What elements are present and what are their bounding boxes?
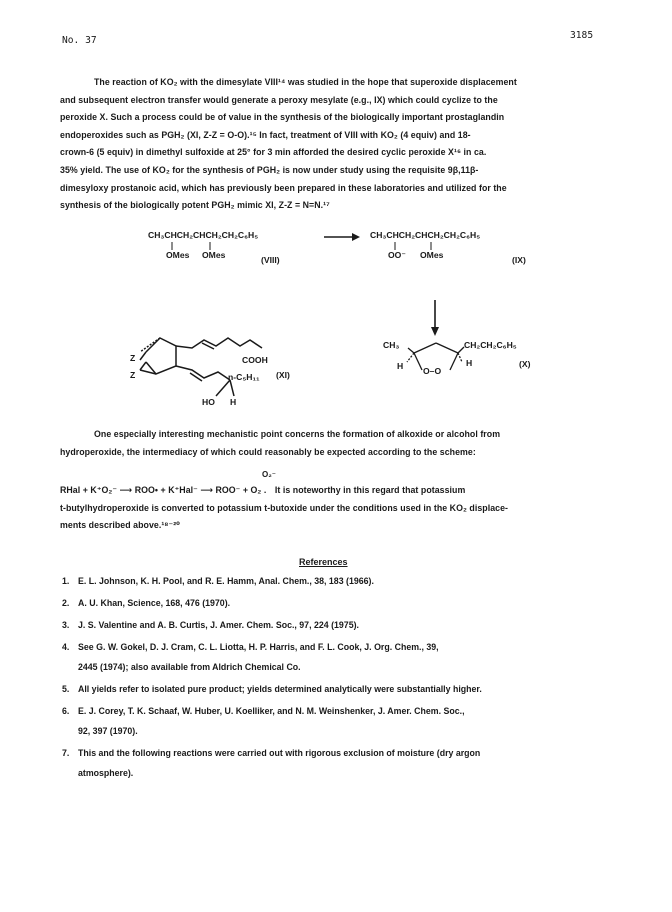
- para1-line: dimesyloxy prostanoic acid, which has previously been prepared in these laboratories and utilized for the: [60, 182, 507, 193]
- equation-trailing-text: It is noteworthy in this regard that potassium: [274, 485, 466, 495]
- paragraph-2: [60, 426, 612, 461]
- compound-viii-label: (VIII): [261, 255, 280, 265]
- journal-number: No. 37: [62, 35, 97, 46]
- compound-xi-hydrogen: H: [230, 397, 237, 407]
- para1-line: crown-6 (5 equiv) in dimethyl sulfoxide at 25° for 3 min afforded the desired cyclic peroxide X¹⁶ in ca.: [60, 147, 487, 158]
- reference-list: 1. E. L. Johnson, K. H. Pool, and R. E. Hamm, Anal. Chem., 38, 183 (1966). 2. A. U. Khan, Science, 168, 476 (1970). 3. J. S. Valentine and A. B. Curtis, J. Amer. Chem. Soc., 97, 224 (1975). 4. See G. W. Gokel, D. J. Cram, C. L. Liotta, H. P. Harris, and F. L. Cook, J. Org. Chem., 39, 2445 (1974); also available from Aldrich Chemical Co. 5. All yields refer to isolated pure product; yields determined analytically were substantially higher. 6. E. J. Corey, T. K. Schaaf, W. Huber, U. Koelliker, and N. M. Weinshenker, J. Amer. Chem. Soc., 92, 397 (1970). 7. This and the following reactions were carried out with rigorous exclusion of moisture (dry argon atmosphere).: [62, 576, 482, 778]
- para2-line: One especially interesting mechanistic point concerns the formation of alkoxide or alcohol from: [94, 429, 501, 439]
- compound-viii-formula: CH₃CHCH₂CHCH₂CH₂C₆H₅: [148, 230, 259, 240]
- equation-line: [60, 482, 612, 500]
- page-number: 3185: [570, 30, 594, 41]
- references-heading: References: [299, 557, 348, 567]
- scheme-graphics: [0, 0, 672, 420]
- compound-x-hydrogen: H: [397, 361, 404, 371]
- para2-line: hydroperoxide, the intermediacy of which could reasonably be expected according to the scheme:: [60, 446, 476, 457]
- compound-x-hydrogen: H: [466, 358, 473, 368]
- mechanism-equation: RHal + K⁺O₂⁻ ⟶ ROO• + K⁺Hal⁻ ⟶ ROO⁻ + O₂ .: [60, 485, 267, 495]
- compound-viii-substituent: OMes: [166, 250, 190, 260]
- compound-xi-skeleton: [140, 338, 262, 396]
- para1-line: endoperoxides such as PGH₂ (XI, Z-Z = O-O).¹⁵ In fact, treatment of VIII with KO₂ (4 equiv) and 18-: [60, 129, 471, 140]
- para1-line: and subsequent electron transfer would generate a peroxy mesylate (e.g., IX) which could cyclize to the: [60, 94, 498, 105]
- para1-line: The reaction of KO₂ with the dimesylate VIII¹⁴ was studied in the hope that superoxide displacement: [94, 77, 517, 87]
- compound-xi-z: Z: [130, 353, 136, 363]
- compound-xi-z: Z: [130, 370, 136, 380]
- para1-line: 35% yield. The use of KO₂ for the synthesis of PGH₂ is now under study using the requisite 9β,11β-: [60, 164, 479, 175]
- compound-viii-substituent: OMes: [202, 250, 226, 260]
- compound-x-methyl: CH₃: [383, 340, 400, 350]
- arrow-head: [352, 233, 360, 241]
- compound-x-sidechain: CH₂CH₂C₆H₅: [464, 340, 517, 350]
- compound-ix-label: (IX): [512, 255, 526, 265]
- compound-xi-cooh: COOH: [242, 355, 268, 365]
- compound-ix-substituent: OMes: [420, 250, 444, 260]
- compound-xi-pentyl: n-C₅H₁₁: [228, 372, 260, 382]
- equation-over-arrow-reagent: O₂⁻: [262, 470, 276, 479]
- arrow-head: [431, 327, 439, 336]
- para1-line: peroxide X. Such a process could be of value in the synthesis of the biologically important prostaglandin: [60, 112, 505, 123]
- equation-line: t-butylhydroperoxide is converted to potassium t-butoxide under the conditions used in the KO₂ displace-: [60, 502, 509, 513]
- equation-block: [60, 482, 612, 535]
- compound-xi-label: (XI): [276, 370, 290, 380]
- compound-ix-formula: CH₃CHCH₂CHCH₂CH₂C₆H₅: [370, 230, 481, 240]
- para1-line: synthesis of the biologically potent PGH₂ mimic XI, Z-Z = N=N.¹⁷: [60, 200, 330, 211]
- equation-line: ments described above.¹⁸⁻²⁰: [60, 520, 181, 531]
- compound-x-peroxide: O–O: [423, 366, 442, 376]
- compound-ix-substituent: OO⁻: [388, 250, 406, 260]
- compound-x-label: (X): [519, 359, 531, 369]
- compound-xi-hydroxyl: HO: [202, 397, 215, 407]
